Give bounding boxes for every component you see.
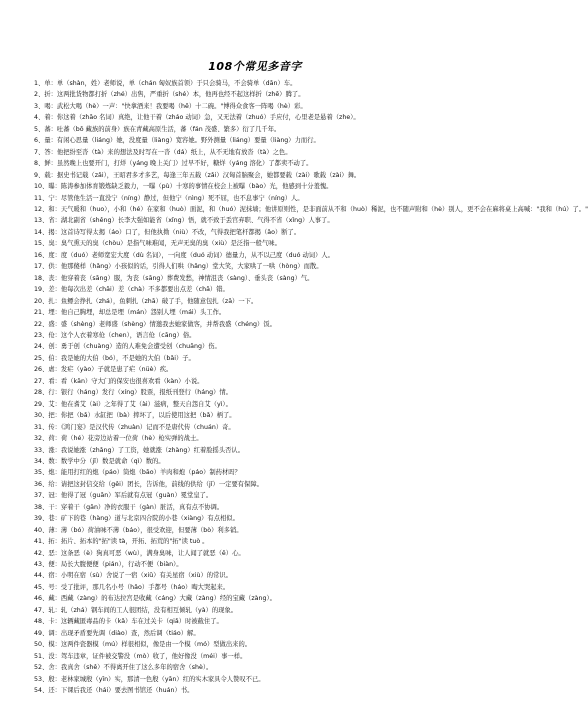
item-text: 虐：发疟（yào）子就是患了疟（nüè）疾。 (48, 366, 173, 374)
item-text: 埋：他自己胸埋，却总是埋（mán）怨别人埋（mái）头工作。 (48, 309, 226, 317)
list-item (34, 502, 476, 513)
item-number: 2、 (34, 91, 45, 99)
item-number: 17、 (34, 263, 49, 271)
list-item (34, 582, 476, 593)
list-item (34, 525, 476, 536)
item-number: 3、 (34, 102, 45, 110)
item-number: 30、 (34, 412, 49, 420)
item-number: 26、 (34, 366, 49, 374)
item-number: 45、 (34, 583, 49, 591)
item-text: 单：单（shàn，姓）老师说，单（chán 匈奴族首领）于只会骑马，不会骑单（dān）车。 (44, 80, 297, 87)
list-item (34, 593, 476, 604)
list-item (34, 433, 476, 444)
list-item (34, 238, 476, 249)
list-item (34, 685, 476, 696)
list-item (34, 387, 476, 398)
list-item (34, 399, 476, 410)
item-number: 37、 (34, 492, 49, 500)
item-text: 伯：我是她的大伯（bó），不是她的大伯（bǎi）子。 (48, 354, 195, 362)
item-text: 盛：盛（shèng）老师盛（shèng）情邀我去她家做客，并帮我盛（chéng）饭。 (48, 320, 276, 328)
item-number: 47、 (34, 606, 49, 614)
list-item (34, 261, 476, 272)
item-text: 答：他把纷至沓（tà）来的想法及时写在一沓（dá）纸上，从不无地有放沓（tà）之色。 (44, 148, 292, 156)
item-number: 29、 (34, 400, 49, 408)
item-number: 4、 (34, 114, 45, 122)
item-number: 27、 (34, 377, 49, 385)
list-item (34, 170, 476, 181)
item-text: 行：银行（háng）发行（xíng）股票，报纸刊登行（háng）情。 (48, 389, 232, 397)
item-text: 薄：薄（bó）荷油味不薄（báo），很受欢迎，但要薄（bò）利多销。 (48, 526, 243, 534)
item-number: 1、 (34, 80, 45, 87)
item-text: 巷：矿下的巷（hàng）道与北京四合院的小巷（xiàng）有点相似。 (48, 515, 239, 523)
item-number: 48、 (34, 618, 49, 626)
list-item (34, 639, 476, 650)
item-text: 模：这两件瓷器模（mú）样很相似，像是由一个模（mó）型做出来的。 (48, 641, 252, 649)
list-item (34, 78, 476, 89)
list-item (34, 135, 476, 146)
list-item (34, 674, 476, 685)
list-item (34, 479, 476, 490)
item-number: 20、 (34, 297, 49, 305)
item-text: 差：他每次出差（chāi）差（chà）不多都要出点差（chā）错。 (48, 286, 229, 294)
item-text: 臭：臭气熏天的臭（chòu）是指气味难闻，无声无臭的臭（xiù）是泛指一般气味。 (48, 240, 281, 248)
item-text: 省：湖北副省（shěng）长李大强如能省（xǐng）悟，就不致于丢官弃职、气得不省（xǐng）人事了。 (48, 217, 334, 225)
item-text: 藏：西藏（zàng）的布达拉宫是收藏（cáng）大藏（zàng）经的宝藏（zàng）。 (48, 595, 276, 603)
item-number: 31、 (34, 423, 49, 431)
item-number: 54、 (34, 687, 49, 695)
item-number: 22、 (34, 320, 49, 328)
list-item (34, 353, 476, 364)
item-number: 7、 (34, 148, 45, 156)
list-item (34, 445, 476, 456)
item-text: 卡：这辆藏匿毒品的卡（kǎ）车在过关卡（qiǎ）时被截住了。 (48, 618, 223, 626)
list-item (34, 307, 476, 318)
item-text: 炮：能用打红的炮（páo）筒炮（bāo）羊肉和炮（páo）制药材吗？ (48, 469, 241, 477)
list-item (34, 422, 476, 433)
item-text: 拓：拓片、拓本的"拓"读 tà，开拓、拓荒的"拓"读 tuò 。 (48, 538, 209, 546)
item-number: 33、 (34, 446, 49, 454)
item-text: 度：度（duó）老师宽宏大度（dù 名词），一向度（duó 动词）德量力，从不以己度（duó 动词）人。 (48, 251, 334, 259)
list-item (34, 376, 476, 387)
item-text: 艾：他在耆艾（ài）之年得了艾（ài）滋病，整天自怨自艾（yì）。 (48, 400, 232, 408)
list-item (34, 124, 476, 135)
list-item (34, 490, 476, 501)
list-item (34, 456, 476, 467)
item-number: 21、 (34, 309, 49, 317)
item-text: 调：出现矛盾要先调（diào）查，然后调（tiáo）解。 (48, 629, 200, 637)
item-number: 51、 (34, 652, 49, 660)
item-number: 15、 (34, 240, 49, 248)
item-text: 鲜：虽然晚上也要开门，打烊（yáng 晚上关门）过早不好，糖烊（yáng 溶化）了都卖不动了。 (44, 160, 313, 168)
item-text: 着：你这着（zhāo 名词）真绝，让他干着（zháo 动词）急，又无法着（zhuó）手应付，心里老是悬着（zhe）。 (44, 114, 360, 122)
item-text: 传：《鸿门宴》是汉代传（zhuàn）记而不是唐代传（chuán）奇。 (48, 423, 235, 431)
item-text: 荷：荷（hé）花旁边站着一位荷（hè）枪实弹的战士。 (48, 435, 203, 443)
list-item (34, 112, 476, 123)
list-item (34, 410, 476, 421)
entry-list (34, 78, 588, 696)
item-text: 曝：陈涛参加体育锻炼缺乏毅力，一曝（pù）十寒的事情在校会上被曝（bào）光，他感到十分羞愧。 (48, 183, 333, 191)
item-number: 14、 (34, 228, 49, 236)
item-number: 39、 (34, 515, 49, 523)
item-text: 涨：我说她涨（zhǎng）了工资，她就涨（zhàng）红着脸摇头否认。 (48, 446, 245, 454)
item-number: 8、 (34, 160, 45, 168)
item-number: 34、 (34, 457, 49, 465)
list-item (34, 319, 476, 330)
item-number: 32、 (34, 435, 49, 443)
item-number: 46、 (34, 595, 49, 603)
list-item (34, 662, 476, 673)
item-text: 把：你把（bǎ）水缸把（bà）摔坏了，以后使用这把（bǎ）柄了。 (48, 412, 236, 420)
item-number: 42、 (34, 549, 49, 557)
list-item (34, 364, 476, 375)
item-number: 44、 (34, 572, 49, 580)
list-item (34, 89, 476, 100)
item-number: 53、 (34, 675, 49, 683)
list-item (34, 250, 476, 261)
item-number: 52、 (34, 664, 49, 672)
item-number: 25、 (34, 354, 49, 362)
item-text: 伧：这个人衣着寒伧（chen），语言伧（cāng）俗。 (48, 331, 196, 339)
list-item (34, 467, 476, 478)
item-number: 24、 (34, 343, 49, 351)
list-item (34, 147, 476, 158)
item-number: 11、 (34, 194, 49, 202)
list-item (34, 227, 476, 238)
item-number: 18、 (34, 274, 49, 282)
item-text: 号：受了批评，那几名小号（hǎo）手都号（háo）啕大哭起来。 (48, 583, 230, 591)
item-number: 5、 (34, 125, 45, 133)
item-text: 扎：鱼鳔会挣扎（zhá），鱼刺扎（zhā）破了手，他随意包扎（zā）一下。 (48, 297, 258, 305)
list-item (34, 651, 476, 662)
item-number: 36、 (34, 480, 49, 488)
item-text: 创：勇于创（chuàng）造的人难免会遭受创（chuāng）伤。 (48, 343, 221, 351)
item-text: 冠：他得了冠（guān）军后就有点冠（guàn）冕堂皇了。 (48, 492, 213, 500)
item-number: 43、 (34, 561, 49, 569)
item-number: 10、 (34, 183, 49, 191)
list-item (34, 296, 476, 307)
item-number: 50、 (34, 641, 49, 649)
list-item (34, 559, 476, 570)
list-item (34, 616, 476, 627)
list-item (34, 605, 476, 616)
item-number: 9、 (34, 171, 45, 179)
list-item (34, 570, 476, 581)
item-number: 6、 (34, 137, 45, 145)
item-text: 量：有闲心思量（liáng）她，没度量（liàng）宽容她。野外测量（liáng）要量（liàng）力而行。 (44, 137, 320, 145)
item-text: 数：数学中分（jǐ）数是就命（qì）数的。 (48, 457, 165, 465)
list-item (34, 101, 476, 112)
item-text: 便：局长大腹便便（pián），行动不便（biàn）。 (48, 561, 183, 569)
item-text: 看：看（kān）守大门的保安也很喜欢看（kàn）小说。 (48, 377, 204, 385)
item-text: 丧：他穿着丧（sāng）服，为丧（sāng）葬费发愁，神情沮丧（sàng）、垂头丧（sàng）气。 (48, 274, 314, 282)
list-item (34, 284, 476, 295)
item-text: 揭：这首诗写得太揭（áo）口了，但他执拗（niù）不改，气得我把笔杆都揭（ǎo）断了。 (48, 228, 301, 236)
document-title: 108个常见多音字 (208, 60, 302, 73)
list-item (34, 273, 476, 284)
item-text: 喝：武松大喝（hè）一声："快拿酒来！我要喝（hē）十二碗。"博得众食客一阵喝（hè）彩。 (44, 102, 307, 110)
item-number: 38、 (34, 503, 49, 511)
list-item (34, 536, 476, 547)
item-text: 宿：小明在宿（sù）舍说了一宿（xiǔ）有关星宿（xiù）的常识。 (48, 572, 232, 580)
item-text: 折：这两批货物都打折（zhé）出售，严重折（shé）本，他再也经不起这样折（zhē）腾了。 (44, 91, 305, 99)
item-text: 舍：我真舍（shě）不得离开住了这么多年的宿舍（shè）。 (48, 664, 213, 672)
list-item (34, 215, 476, 226)
item-number: 49、 (34, 629, 49, 637)
item-text: 没：驾车违章，证件被交警没（mò）收了，他好像没（méi）事一样。 (48, 652, 247, 660)
item-number: 35、 (34, 469, 49, 477)
item-text: 轧：轧（zhá）钢车间的工人很团结，没有相互倾轧（yà）的现象。 (48, 606, 238, 614)
item-text: 恶：这条恶（è）狗真可恶（wù），满身臭味，让人闻了就恶（ě）心。 (48, 549, 245, 557)
item-text: 宁：尽管他生活一直没宁（níng）静过，但他宁（nìng）死不屈，也不息事宁（níng）人。 (48, 194, 304, 202)
item-text: 还：下课后我还（hái）要去图书馆还（huán）书。 (48, 687, 194, 695)
list-item (34, 341, 476, 352)
item-text: 蕃：吐蕃（bō 藏族的前身）族在青藏高原生活，蕃（fán 茂盛、繁多）衍了几千年。 (44, 125, 281, 133)
item-number: 23、 (34, 331, 49, 339)
item-number: 40、 (34, 526, 49, 534)
item-text: 给：请把这封信交给（gěi）团长，告诉他，前线的供给（jǐ）一定要有保障。 (48, 480, 263, 488)
list-item (34, 181, 476, 192)
item-number: 19、 (34, 286, 49, 294)
item-number: 41、 (34, 538, 49, 546)
list-item (34, 158, 476, 169)
item-text: 干：穿着干（gān）净的衣服干（gàn）脏活，真有点不协调。 (48, 503, 224, 511)
list-item (34, 193, 476, 204)
item-number: 16、 (34, 251, 49, 259)
list-item (34, 204, 588, 215)
item-text: 和：天气暖和（huo），小和（hé）在家和（huò）面泥，和（huó）泥抹墙；他讲原则性，是非面前从不和（huò）稀泥，也不随声附和（hè）别人，更不会在麻将桌上高喊："我和（hú）了。" (48, 205, 588, 213)
list-item (34, 513, 476, 524)
item-number: 12、 (34, 205, 49, 213)
list-item (34, 330, 476, 341)
item-text: 殷：老林家城殷（yīn）实，那清一色殷（yān）红的实木家具令人赞叹不已。 (48, 675, 265, 683)
list-item (34, 548, 476, 559)
item-text: 供：他那傻样（hǎng）小孩似的话，引得人们哄（hǎng）堂大笑，大家哄了一哄（hòng）而散。 (48, 263, 323, 271)
item-number: 28、 (34, 389, 49, 397)
list-item (34, 628, 476, 639)
item-number: 13、 (34, 217, 49, 225)
item-text: 载：据史书记载（zǎi），王昭君多才多艺，每逢三年五载（zǎi）汉匈首脑聚会，她都要载（zài）歌载（zài）舞。 (44, 171, 361, 179)
